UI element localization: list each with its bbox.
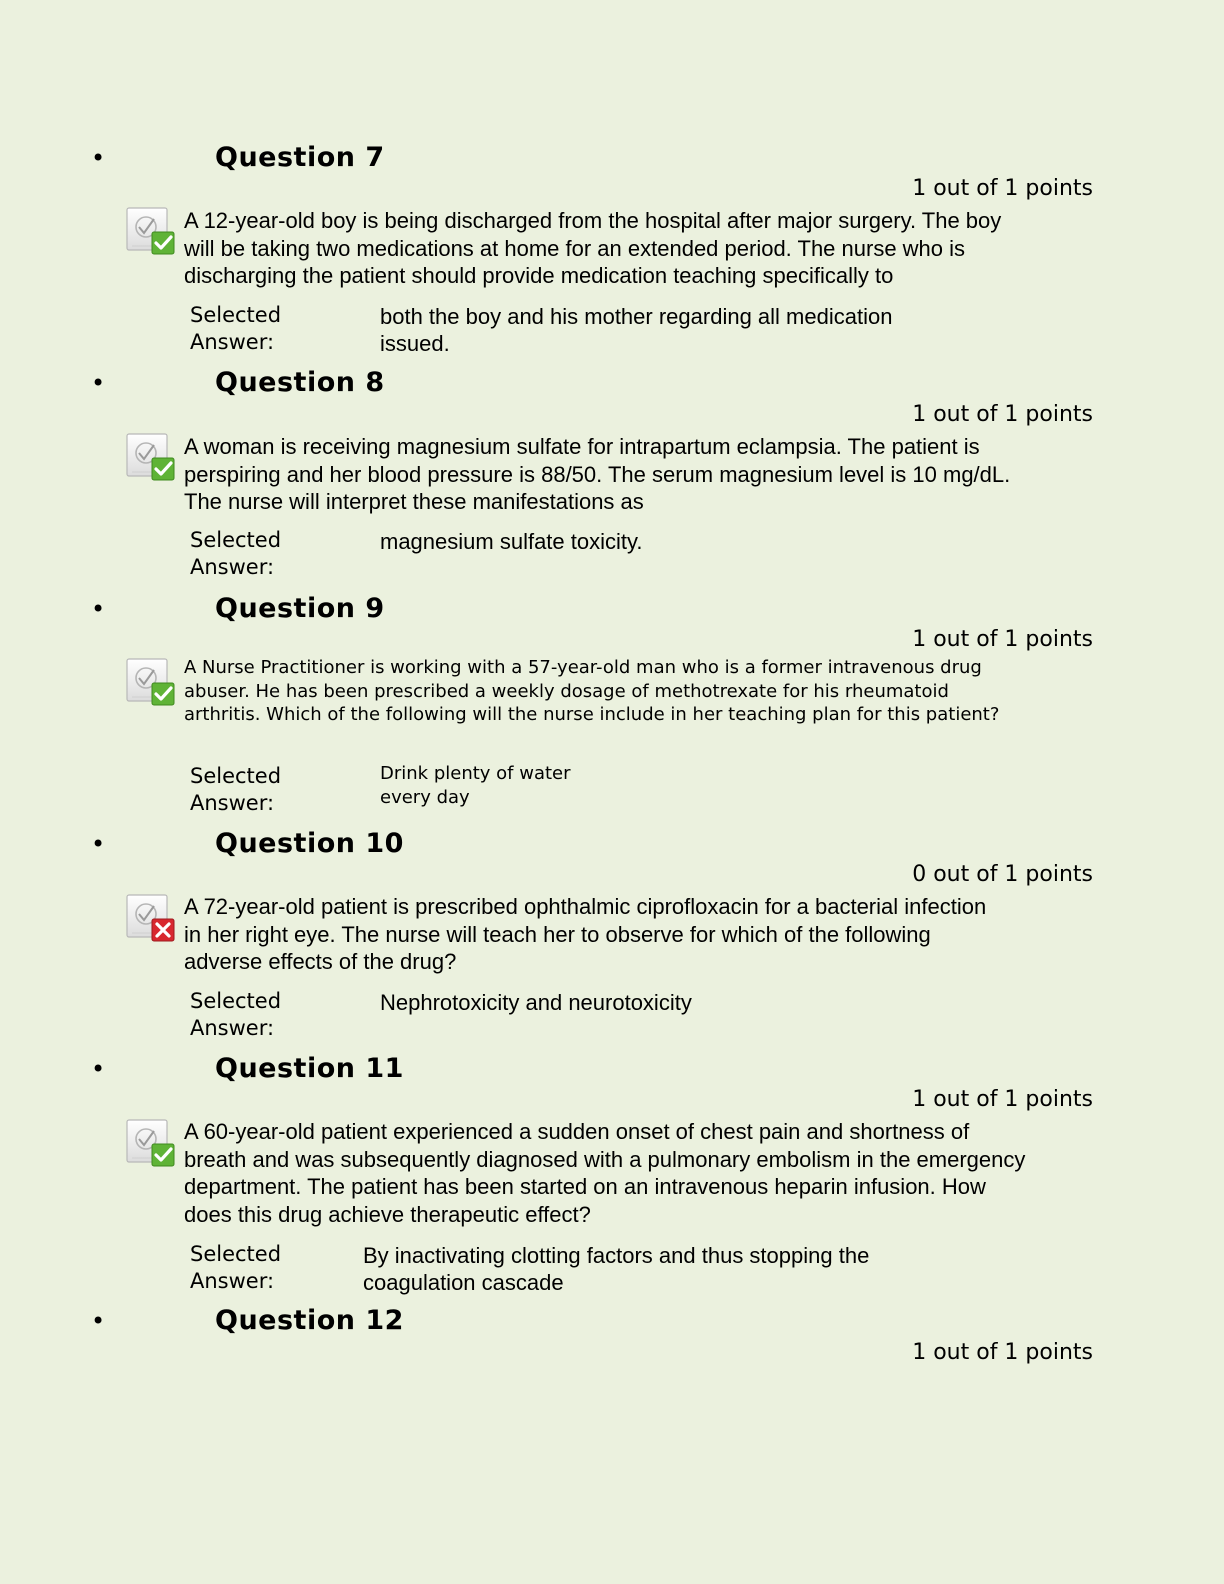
question-points: 1 out of 1 points xyxy=(912,402,1093,427)
question-title: Question 9 xyxy=(215,593,385,624)
question-points: 0 out of 1 points xyxy=(912,862,1093,887)
bullet-icon: • xyxy=(91,595,106,623)
bullet-icon: • xyxy=(91,144,106,172)
selected-answer-label: Selected Answer: xyxy=(190,528,282,579)
question-text: A 12-year-old boy is being discharged from the hospital after major surgery. The boy will be taking two medications at home for an extended period. The nurse who is discharging the patient should provide medication teaching specifically to xyxy=(184,208,1002,288)
question-points: 1 out of 1 points xyxy=(912,627,1093,652)
question-points: 1 out of 1 points xyxy=(912,1340,1093,1365)
selected-answer-label: Selected Answer: xyxy=(190,1242,282,1293)
question-text: A 60-year-old patient experienced a sudden onset of chest pain and shortness of breath and was subsequently diagnosed with a pulmonary embolism in the emergency department. The patient has been started on an intravenous heparin infusion. How does this drug achieve therapeutic effect? xyxy=(184,1119,1026,1227)
selected-answer-value: both the boy and his mother regarding all medication issued. xyxy=(380,304,893,356)
question-title: Question 8 xyxy=(215,367,385,398)
question-title: Question 12 xyxy=(215,1305,404,1336)
bullet-icon: • xyxy=(91,1055,106,1083)
selected-answer-value: By inactivating clotting factors and thus stopping the coagulation cascade xyxy=(363,1243,870,1295)
question-title: Question 7 xyxy=(215,142,385,173)
question-text: A woman is receiving magnesium sulfate for intrapartum eclampsia. The patient is perspiring and her blood pressure is 88/50. The serum magnesium level is 10 mg/dL. The nurse will interpret these manifestations as xyxy=(184,434,1011,514)
question-title: Question 11 xyxy=(215,1053,404,1084)
selected-answer-label: Selected Answer: xyxy=(190,764,282,815)
check-mark-icon xyxy=(126,206,178,256)
selected-answer-value: Nephrotoxicity and neurotoxicity xyxy=(380,990,692,1015)
check-mark-icon xyxy=(126,1118,178,1168)
question-text: A Nurse Practitioner is working with a 57-year-old man who is a former intravenous drug abuser. He has been prescribed a weekly dosage of methotrexate for his rheumatoid arthritis. Which of the following will the nurse include in her teaching plan for this patient? xyxy=(184,657,1000,725)
bullet-icon: • xyxy=(91,830,106,858)
check-mark-icon xyxy=(126,657,178,707)
x-mark-icon xyxy=(126,893,178,943)
selected-answer-value: magnesium sulfate toxicity. xyxy=(380,529,643,554)
question-points: 1 out of 1 points xyxy=(912,1087,1093,1112)
selected-answer-label: Selected Answer: xyxy=(190,989,282,1040)
selected-answer-value: Drink plenty of water every day xyxy=(380,763,571,808)
selected-answer-label: Selected Answer: xyxy=(190,303,282,354)
bullet-icon: • xyxy=(91,369,106,397)
question-points: 1 out of 1 points xyxy=(912,176,1093,201)
question-title: Question 10 xyxy=(215,828,404,859)
question-text: A 72-year-old patient is prescribed ophthalmic ciprofloxacin for a bacterial infection in her right eye. The nurse will teach her to observe for which of the following adverse effects of the drug? xyxy=(184,894,987,974)
bullet-icon: • xyxy=(91,1307,106,1335)
check-mark-icon xyxy=(126,432,178,482)
